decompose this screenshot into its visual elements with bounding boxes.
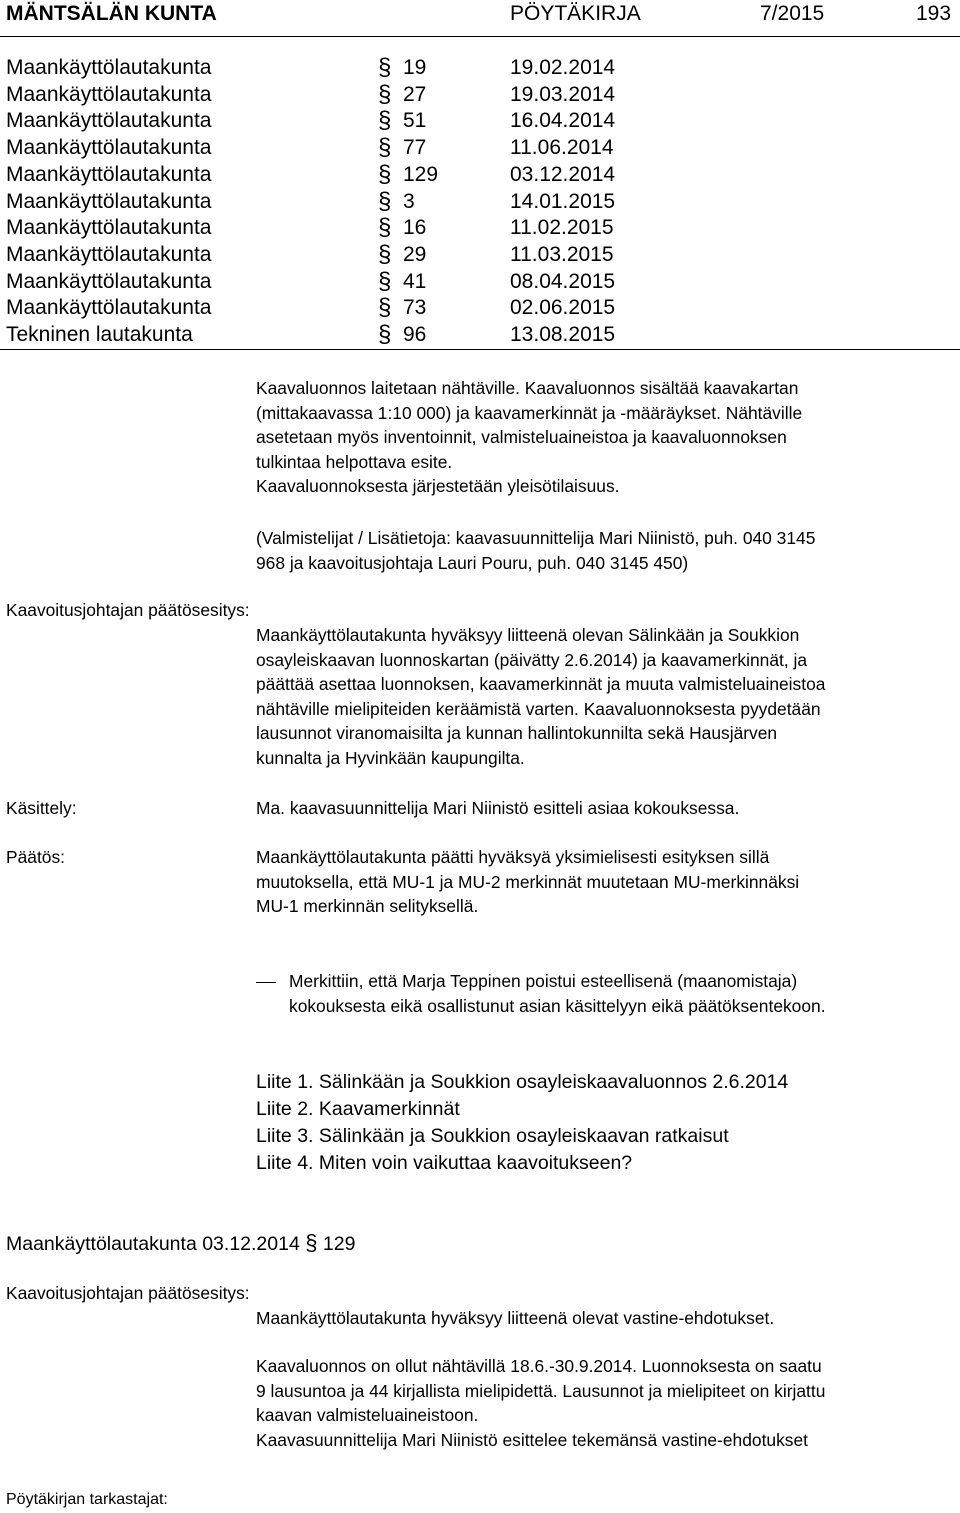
intro-paragraph [256,376,956,499]
decision-paragraph [256,845,956,919]
decision-line: Maankäyttölautakunta päätti hyväksyä yksimielisesti esityksen sillä [256,847,770,867]
section-ref-num: 129 [322,1233,356,1255]
intro-line: asetetaan myös inventoinnit, valmisteluaineistoa ja kaavaluonnoksen [256,427,787,447]
proposal-line: kunnalta ja Hyvinkään kaupungilta. [256,747,525,768]
session-date: 19.03.2014 [510,82,616,106]
proposal2-text [256,1306,956,1331]
session-row [0,54,960,81]
session-org: Tekninen lautakunta [6,323,193,346]
section-reference [6,1230,355,1256]
section-symbol: § [378,294,392,322]
attachment-item: Liite 4. Miten voin vaikuttaa kaavoitukseen? [256,1152,633,1174]
session-org: Maankäyttölautakunta [6,82,212,106]
section-symbol: § [378,160,392,188]
section2-line: Kaavaluonnos on ollut nähtävillä 18.6.-30.9.2014. Luonnoksesta on saatu [256,1356,822,1376]
session-date: 11.02.2015 [510,216,614,240]
proposal-line: osayleiskaavan luonnoskartan (päivätty 2.6.2014) ja kaavamerkinnät, ja [256,649,808,670]
session-section-number: 41 [403,269,427,293]
issue-number: 7/2015 [760,2,825,25]
session-date: 13.08.2015 [510,323,616,346]
session-row [0,81,960,108]
session-date: 11.06.2014 [510,136,614,160]
section-symbol: § [378,214,392,242]
attachment-item: Liite 1. Sälinkään ja Soukkion osayleiskaavaluonnos 2.6.2014 [256,1071,789,1093]
session-date: 11.03.2015 [510,242,614,266]
section-symbol: § [378,54,392,81]
page-number: 193 [916,2,952,25]
session-date: 08.04.2015 [510,269,616,293]
session-section-number: 77 [403,136,427,160]
document-type: PÖYTÄKIRJA [510,2,641,25]
session-row [0,268,960,295]
session-row [0,294,960,321]
proposal-paragraph [256,623,956,770]
handling-label: Käsittely: [6,798,77,818]
handling-line: Ma. kaavasuunnittelija Mari Niinistö esitteli asiaa kokouksessa. [256,798,740,818]
handling-text [256,796,956,821]
intro-line: (mittakaavassa 1:10 000) ja kaavamerkinnät ja -määräykset. Nähtäville [256,402,803,423]
session-org: Maankäyttölautakunta [6,136,212,160]
session-date: 03.12.2014 [510,162,616,186]
footer-label: Pöytäkirjan tarkastajat: [6,1491,168,1508]
session-row [0,188,960,215]
proposal-label: Kaavoitusjohtajan päätösesitys: [6,600,250,620]
session-divider [0,349,960,350]
section-symbol: § [305,1230,318,1255]
proposal-line: nähtäville mielipiteiden keräämistä varten. Kaavaluonnoksesta pyydetään [256,698,821,719]
section2-body [256,1354,956,1452]
session-section-number: 51 [403,109,427,133]
session-row [0,241,960,268]
intro-line: Kaavaluonnos laitetaan nähtäville. Kaavaluonnos sisältää kaavakartan [256,378,799,398]
preparers-paragraph [256,526,956,575]
intro-line: Kaavaluonnoksesta järjestetään yleisötilaisuus. [256,476,620,496]
note-line: Merkittiin, että Marja Teppinen poistui esteellisenä (maanomistaja) [289,971,798,991]
bullet-dash [256,982,276,983]
session-section-number: 96 [403,323,427,346]
session-row [0,107,960,134]
session-org: Maankäyttölautakunta [6,269,212,293]
session-row [0,134,960,161]
proposal2-line: Maankäyttölautakunta hyväksyy liitteenä olevat vastine-ehdotukset. [256,1308,775,1328]
decision-line: MU-1 merkinnän selityksellä. [256,896,479,916]
proposal-line: päättää asettaa luonnoksen, kaavamerkinnät ja muuta valmisteluaineistoa [256,674,826,694]
preparers-line: 968 ja kaavoitusjohtaja Lauri Pouru, puh. 040 3145 450) [256,552,689,573]
session-section-number: 29 [403,242,427,266]
section-symbol: § [378,187,392,215]
session-row [0,321,960,348]
note-line: kokouksesta eikä osallistunut asian käsittelyyn eikä päätöksentekoon. [289,995,826,1016]
proposal2-label: Kaavoitusjohtajan päätösesitys: [6,1283,250,1303]
section2-line: 9 lausuntoa ja 44 kirjallista mielipidettä. Lausunnot ja mielipiteet on kirjattu [256,1380,826,1401]
attachment-item: Liite 2. Kaavamerkinnät [256,1098,460,1120]
attachments-list [256,1069,956,1177]
session-section-number: 129 [403,162,439,186]
section-symbol: § [378,107,392,135]
session-org: Maankäyttölautakunta [6,296,212,320]
session-org: Maankäyttölautakunta [6,242,212,266]
decision-line: muutoksella, että MU-1 ja MU-2 merkinnät muutetaan MU-merkinnäksi [256,871,800,892]
decision-label: Päätös: [6,847,65,867]
section2-line: kaavan valmisteluaineistoon. [256,1405,479,1425]
preparers-line: (Valmistelijat / Lisätietoja: kaavasuunnittelija Mari Niinistö, puh. 040 3145 [256,528,816,548]
session-date: 19.02.2014 [510,56,616,79]
note-paragraph [289,969,960,1018]
section-symbol: § [378,134,392,162]
session-row [0,214,960,241]
session-org: Maankäyttölautakunta [6,162,212,186]
session-org: Maankäyttölautakunta [6,56,212,79]
session-date: 14.01.2015 [510,189,616,213]
header-divider [0,36,960,37]
section-symbol: § [378,240,392,268]
proposal-line: lausunnot viranomaisilta ja kunnan hallintokunnilta sekä Hausjärven [256,723,778,743]
session-date: 16.04.2014 [510,109,616,133]
session-date: 02.06.2015 [510,296,616,320]
proposal-line: Maankäyttölautakunta hyväksyy liitteenä olevan Sälinkään ja Soukkion [256,625,800,645]
intro-line: tulkintaa helpottava esite. [256,451,453,472]
session-section-number: 16 [403,216,427,240]
section-symbol: § [378,321,392,348]
section-ref-org: Maankäyttölautakunta 03.12.2014 [6,1233,300,1255]
session-section-number: 19 [403,56,427,79]
session-section-number: 27 [403,82,427,106]
session-row [0,161,960,188]
attachment-item: Liite 3. Sälinkään ja Soukkion osayleiskaavan ratkaisut [256,1125,729,1147]
session-org: Maankäyttölautakunta [6,216,212,240]
section-symbol: § [378,80,392,108]
session-section-number: 73 [403,296,427,320]
municipality-name: MÄNTSÄLÄN KUNTA [6,2,217,25]
session-section-number: 3 [403,189,415,213]
session-org: Maankäyttölautakunta [6,189,212,213]
section-symbol: § [378,267,392,295]
session-org: Maankäyttölautakunta [6,109,212,133]
section2-line: Kaavasuunnittelija Mari Niinistö esittelee tekemänsä vastine-ehdotukset [256,1429,808,1450]
